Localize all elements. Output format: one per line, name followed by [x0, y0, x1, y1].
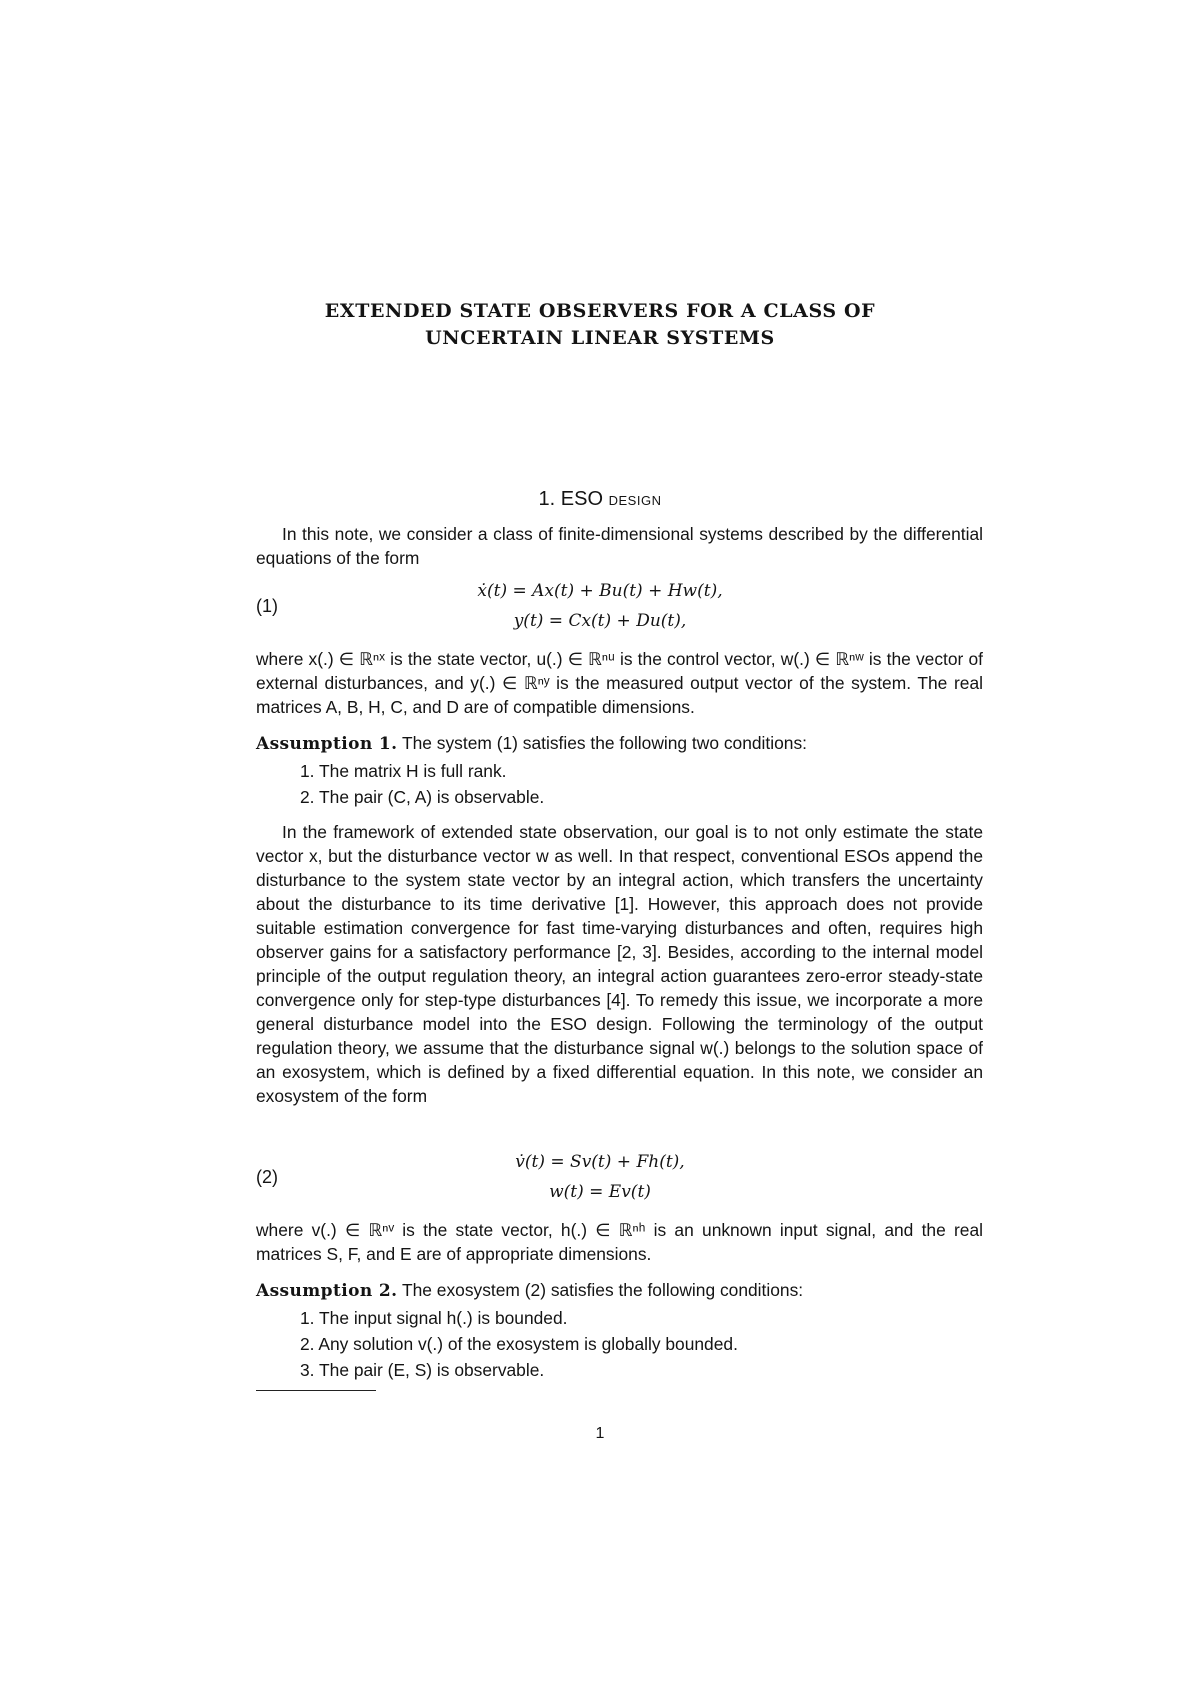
- section-heading: [0, 488, 1200, 511]
- section-name-rest: design: [608, 489, 662, 509]
- equation-2-label: (2): [256, 1167, 278, 1187]
- equation-2-line-2: w(t) = Ev(t): [549, 1182, 651, 1202]
- assumption-1-heading: Assumption 1.: [256, 734, 398, 754]
- assumption-1: [256, 733, 983, 754]
- paragraph-framework: In the framework of extended state observation, our goal is to not only estimate the state vector x, but the disturbance vector w as well. In that respect, conventional ESOs append the disturbance to the system state vector by an integral action, which transfers the uncertainty about the disturbance to its time derivative [1]. However, this approach does not provide suitable estimation convergence for fast time-varying disturbances and often, requires high observer gains for a satisfactory performance [2, 3]. Besides, according to the internal model principle of the output regulation theory, an integral action guarantees zero-error steady-state convergence only for step-type disturbances [4]. To remedy this issue, we incorporate a more general disturbance model into the ESO design. Following the terminology of the output regulation theory, we assume that the disturbance signal w(.) belongs to the solution space of an exosystem, which is defined by a fixed differential equation. In this note, we consider an exosystem of the form: [256, 822, 983, 1106]
- assumption-2: [256, 1280, 983, 1301]
- assumption-1-item: 1. The matrix H is full rank.: [300, 761, 507, 781]
- paper-title-line-2: UNCERTAIN LINEAR SYSTEMS: [425, 327, 775, 349]
- equation-1-line-1: ẋ(t) = Ax(t) + Bu(t) + Hw(t),: [477, 581, 723, 601]
- assumption-1-item: 2. The pair (C, A) is observable.: [300, 787, 545, 807]
- paragraph-intro: In this note, we consider a class of finite-dimensional systems described by the differential equations of the form: [256, 524, 983, 568]
- assumption-2-item: 2. Any solution v(.) of the exosystem is globally bounded.: [300, 1334, 738, 1354]
- paragraph-definitions: where x(.) ∈ ℝⁿˣ is the state vector, u(.) ∈ ℝⁿᵘ is the control vector, w(.) ∈ ℝⁿʷ is the vector of external disturbances, and y(.) ∈ ℝⁿʸ is the measured output vector of the system. The real matrices A, B, H, C, and D are of compatible dimensions.: [256, 649, 983, 717]
- assumption-2-heading: Assumption 2.: [256, 1281, 398, 1301]
- equation-1-label: (1): [256, 596, 278, 616]
- footnote-rule: [256, 1390, 376, 1391]
- equation-2-line-1: v̇(t) = Sv(t) + Fh(t),: [515, 1152, 685, 1172]
- assumption-2-item: 3. The pair (E, S) is observable.: [300, 1360, 545, 1380]
- assumption-2-item: 1. The input signal h(.) is bounded.: [300, 1308, 568, 1328]
- assumption-2-text: The exosystem (2) satisfies the following conditions:: [401, 1280, 804, 1300]
- assumption-1-text: The system (1) satisfies the following two conditions:: [401, 733, 807, 753]
- paragraph-exosystem-definitions: where v(.) ∈ ℝⁿᵛ is the state vector, h(.) ∈ ℝⁿʰ is an unknown input signal, and the real matrices S, F, and E are of appropriate dimensions.: [256, 1220, 983, 1264]
- section-name: ESO: [560, 488, 604, 510]
- equation-1-line-2: y(t) = Cx(t) + Du(t),: [513, 611, 687, 631]
- paper-title-line-1: EXTENDED STATE OBSERVERS FOR A CLASS OF: [324, 300, 876, 322]
- section-number: 1.: [538, 488, 556, 510]
- page-number: 1: [595, 1425, 605, 1442]
